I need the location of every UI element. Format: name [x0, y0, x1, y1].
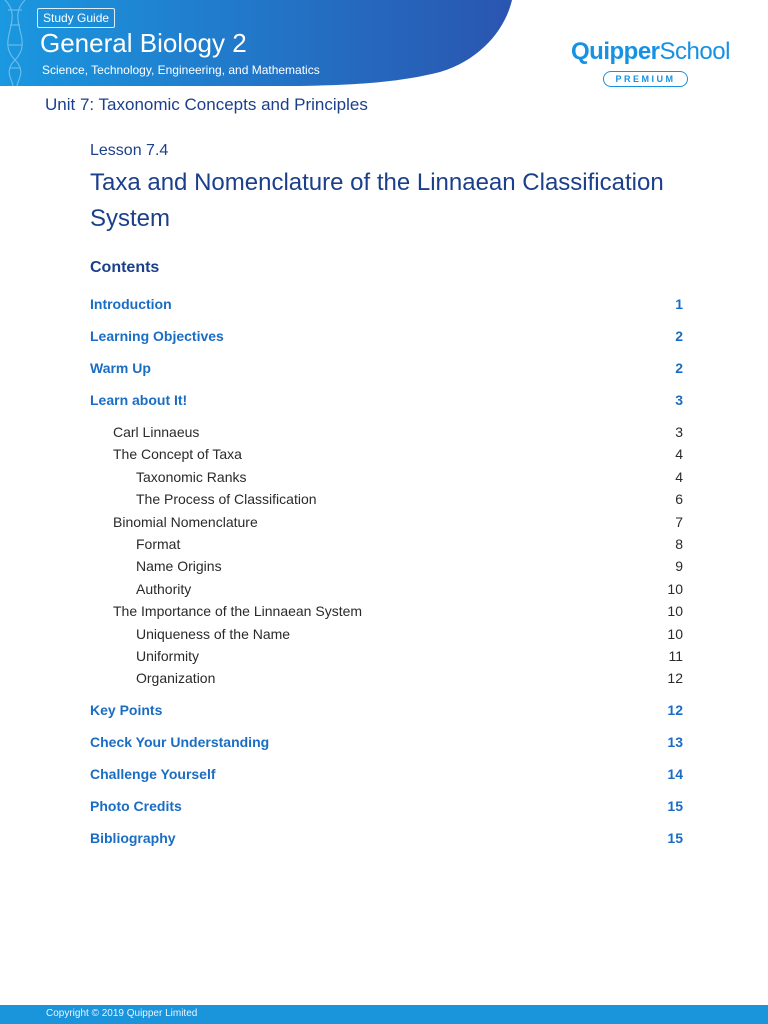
toc-row — [90, 579, 683, 599]
toc-page-number: 11 — [668, 648, 683, 664]
toc-label: Uniformity — [136, 648, 200, 664]
logo-quipper: Quipper — [571, 38, 660, 65]
toc-label: Authority — [136, 581, 192, 597]
toc-label: Bibliography — [90, 830, 176, 846]
toc-label: Learn about It! — [90, 392, 188, 408]
toc-label: The Concept of Taxa — [113, 446, 242, 462]
unit-title: Unit 7: Taxonomic Concepts and Principles — [45, 95, 368, 114]
toc-page-number: 6 — [675, 491, 683, 507]
toc-label: Photo Credits — [90, 798, 182, 814]
logo-premium-badge: PREMIUM — [603, 71, 688, 87]
toc-row — [90, 668, 683, 688]
toc-row[interactable] — [90, 294, 683, 314]
toc-label: Introduction — [90, 296, 172, 312]
toc-row — [90, 601, 683, 621]
toc-label: Warm Up — [90, 360, 151, 376]
toc-row — [90, 467, 683, 487]
toc-label: Organization — [136, 670, 216, 686]
toc-row[interactable] — [90, 358, 683, 378]
toc-page-number: 10 — [667, 603, 683, 619]
toc-page-number: 10 — [667, 626, 683, 642]
toc-label: The Importance of the Linnaean System — [113, 603, 363, 619]
toc-label: Taxonomic Ranks — [136, 469, 247, 485]
toc-row[interactable] — [90, 390, 683, 410]
toc-row — [90, 646, 683, 666]
toc-page-number: 8 — [675, 536, 683, 552]
course-subtitle: Science, Technology, Engineering, and Mathematics — [42, 63, 320, 77]
toc-page-number: 1 — [675, 296, 683, 312]
course-title: General Biology 2 — [40, 28, 247, 58]
lesson-number: Lesson 7.4 — [90, 142, 169, 159]
logo-school: School — [659, 38, 730, 65]
toc-page-number: 10 — [667, 581, 683, 597]
toc-page-number: 3 — [675, 392, 683, 408]
toc-row[interactable] — [90, 796, 683, 816]
toc-row — [90, 624, 683, 644]
toc-page-number: 4 — [675, 469, 683, 485]
toc-page-number: 15 — [667, 830, 683, 846]
copyright-text: Copyright © 2019 Quipper Limited — [46, 1008, 198, 1019]
toc-page-number: 14 — [667, 766, 683, 782]
toc-label: Learning Objectives — [90, 328, 224, 344]
contents-heading: Contents — [90, 259, 160, 276]
toc-label: Challenge Yourself — [90, 766, 216, 782]
toc-row[interactable] — [90, 700, 683, 720]
toc-page-number: 4 — [675, 446, 683, 462]
toc-label: Check Your Understanding — [90, 734, 270, 750]
toc-row — [90, 534, 683, 554]
toc-row[interactable] — [90, 732, 683, 752]
toc-label: Carl Linnaeus — [113, 424, 200, 440]
toc-row[interactable] — [90, 326, 683, 346]
toc-page-number: 12 — [667, 670, 683, 686]
toc-label: Uniqueness of the Name — [136, 626, 291, 642]
toc-page-number: 2 — [675, 328, 683, 344]
toc-row — [90, 444, 683, 464]
toc-row — [90, 489, 683, 509]
toc-page-number: 13 — [667, 734, 683, 750]
toc-page-number: 15 — [667, 798, 683, 814]
toc-row — [90, 556, 683, 576]
toc-page-number: 12 — [667, 702, 683, 718]
toc-label: Name Origins — [136, 558, 222, 574]
lesson-title: Taxa and Nomenclature of the Linnaean Classification System — [90, 169, 664, 232]
toc-page-number: 9 — [675, 558, 683, 574]
footer-bar — [0, 1005, 768, 1024]
toc-row — [90, 422, 683, 442]
toc-row — [90, 512, 683, 532]
toc-page-number: 7 — [675, 514, 683, 530]
study-guide-badge: Study Guide — [37, 8, 115, 28]
toc-label: The Process of Classification — [136, 491, 317, 507]
toc-page-number: 3 — [675, 424, 683, 440]
toc-row[interactable] — [90, 764, 683, 784]
toc-label: Format — [136, 536, 181, 552]
toc-row[interactable] — [90, 828, 683, 848]
toc-label: Key Points — [90, 702, 163, 718]
toc-page-number: 2 — [675, 360, 683, 376]
toc-label: Binomial Nomenclature — [113, 514, 258, 530]
